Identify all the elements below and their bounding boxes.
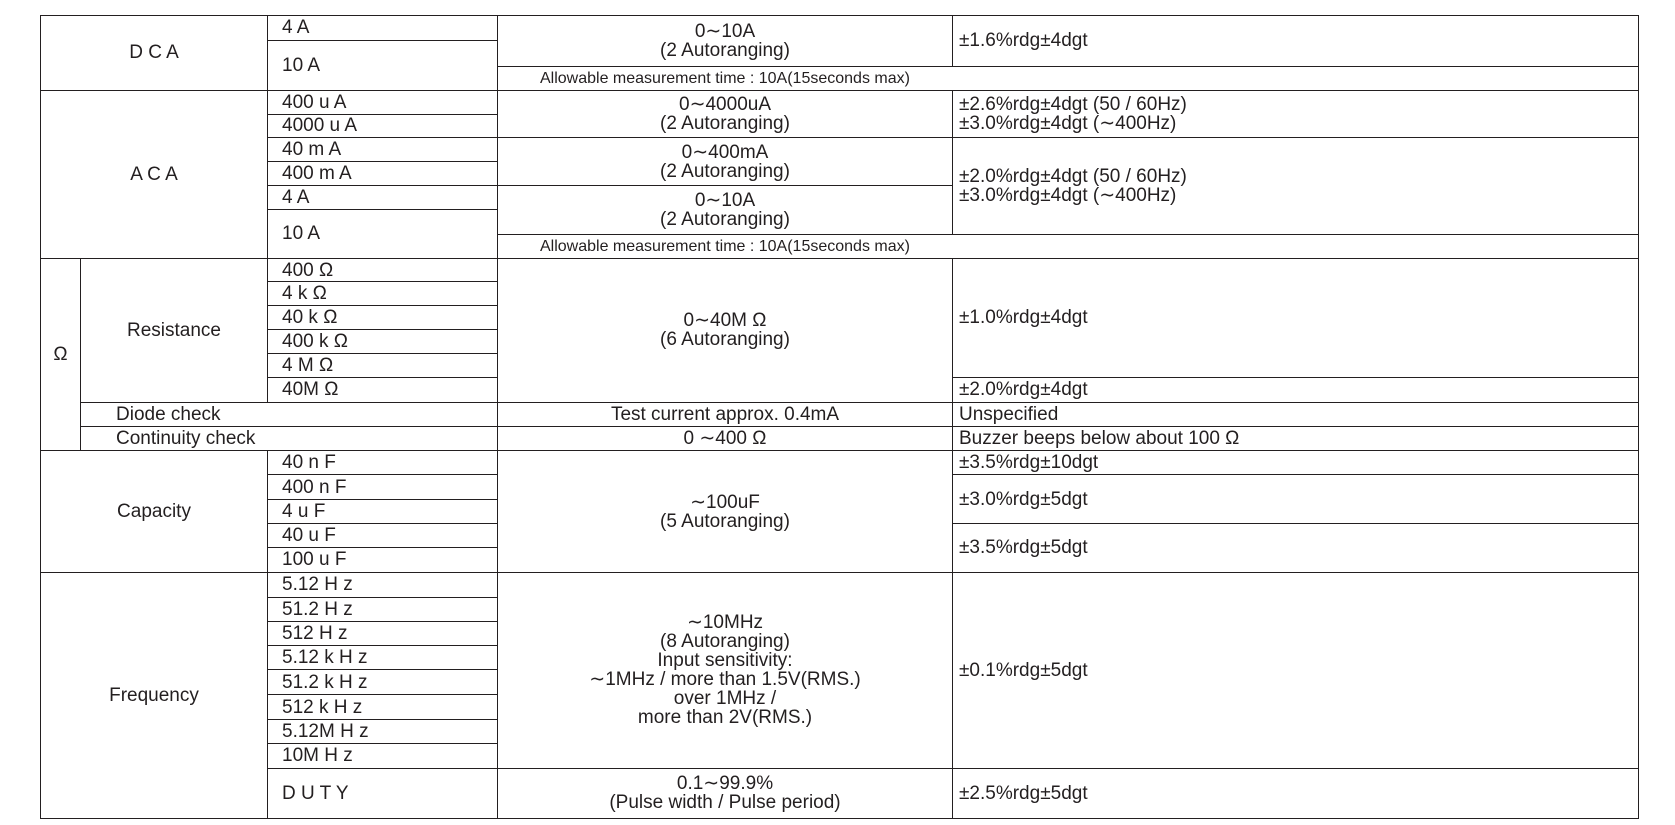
aca-measurement-range-ua: 0∼4000uA (2 Autoranging) bbox=[498, 90, 953, 138]
aca-accuracy-ma-a: ±2.0%rdg±4dgt (50 / 60Hz) ±3.0%rdg±4dgt (∼400Hz) bbox=[953, 138, 1639, 234]
capacity-range: 400 n F bbox=[268, 475, 498, 500]
duty-accuracy: ±2.5%rdg±5dgt bbox=[953, 768, 1639, 818]
aca-range: 10 A bbox=[268, 209, 498, 258]
resistance-accuracy: ±1.0%rdg±4dgt bbox=[953, 258, 1639, 377]
duty-measurement-range: 0.1∼99.9% (Pulse width / Pulse period) bbox=[498, 768, 953, 818]
dca-note: Allowable measurement time : 10A(15seconds max) bbox=[498, 66, 1639, 90]
diode-accuracy: Unspecified bbox=[953, 402, 1639, 426]
capacity-accuracy-40nf: ±3.5%rdg±10dgt bbox=[953, 451, 1639, 475]
aca-measurement-range-ma: 0∼400mA (2 Autoranging) bbox=[498, 138, 953, 186]
aca-range: 400 u A bbox=[268, 90, 498, 114]
resistance-label: Resistance bbox=[81, 258, 268, 402]
frequency-range: 10M H z bbox=[268, 743, 498, 768]
table-row bbox=[41, 258, 1639, 282]
table-row bbox=[41, 16, 1639, 41]
duty-label: D U T Y bbox=[268, 768, 498, 818]
aca-accuracy-ua: ±2.6%rdg±4dgt (50 / 60Hz) ±3.0%rdg±4dgt (∼400Hz) bbox=[953, 90, 1639, 138]
dca-range-4a: 4 A bbox=[268, 16, 498, 41]
table-row bbox=[41, 138, 1639, 162]
capacity-accuracy-400nf-4uf: ±3.0%rdg±5dgt bbox=[953, 475, 1639, 524]
aca-measurement-range-a: 0∼10A (2 Autoranging) bbox=[498, 186, 953, 235]
resistance-range: 400 Ω bbox=[268, 258, 498, 282]
frequency-range: 5.12M H z bbox=[268, 720, 498, 744]
ohm-symbol: Ω bbox=[41, 258, 81, 451]
resistance-range: 4 M Ω bbox=[268, 353, 498, 377]
frequency-range: 5.12 H z bbox=[268, 572, 498, 597]
continuity-check-label: Continuity check bbox=[81, 426, 498, 451]
resistance-range: 400 k Ω bbox=[268, 330, 498, 354]
frequency-range: 51.2 k H z bbox=[268, 670, 498, 695]
frequency-accuracy: ±0.1%rdg±5dgt bbox=[953, 572, 1639, 768]
capacity-range: 4 u F bbox=[268, 500, 498, 524]
aca-note: Allowable measurement time : 10A(15seconds max) bbox=[498, 234, 1639, 258]
frequency-range: 5.12 k H z bbox=[268, 646, 498, 670]
table-row bbox=[41, 90, 1639, 114]
resistance-range: 40M Ω bbox=[268, 377, 498, 402]
diode-check-label: Diode check bbox=[81, 402, 498, 426]
dca-measurement-range: 0∼10A (2 Autoranging) bbox=[498, 16, 953, 67]
table-row bbox=[41, 768, 1639, 818]
dca-range-10a: 10 A bbox=[268, 40, 498, 90]
frequency-label: Frequency bbox=[41, 572, 268, 818]
capacity-range: 40 n F bbox=[268, 451, 498, 475]
frequency-range: 512 k H z bbox=[268, 695, 498, 720]
frequency-measurement-range: ∼10MHz (8 Autoranging) Input sensitivity: ∼1MHz / more than 1.5V(RMS.) over 1MHz / more than 2V(RMS.) bbox=[498, 572, 953, 768]
resistance-measurement-range: 0∼40M Ω (6 Autoranging) bbox=[498, 258, 953, 402]
capacity-measurement-range: ∼100uF (5 Autoranging) bbox=[498, 451, 953, 572]
capacity-range: 40 u F bbox=[268, 524, 498, 548]
frequency-range: 512 H z bbox=[268, 621, 498, 646]
aca-range: 40 m A bbox=[268, 138, 498, 162]
table-row bbox=[41, 451, 1639, 475]
continuity-measurement-range: 0 ∼400 Ω bbox=[498, 426, 953, 451]
frequency-range: 51.2 H z bbox=[268, 597, 498, 621]
resistance-range: 40 k Ω bbox=[268, 306, 498, 330]
resistance-accuracy-40m: ±2.0%rdg±4dgt bbox=[953, 377, 1639, 402]
capacity-range: 100 u F bbox=[268, 547, 498, 572]
capacity-label: Capacity bbox=[41, 451, 268, 572]
table-row bbox=[41, 402, 1639, 426]
continuity-accuracy: Buzzer beeps below about 100 Ω bbox=[953, 426, 1639, 451]
dca-accuracy: ±1.6%rdg±4dgt bbox=[953, 16, 1639, 67]
table-row bbox=[41, 426, 1639, 451]
aca-range: 4000 u A bbox=[268, 114, 498, 138]
dca-label: D C A bbox=[41, 16, 268, 91]
aca-range: 4 A bbox=[268, 186, 498, 210]
resistance-range: 4 k Ω bbox=[268, 282, 498, 306]
table-row bbox=[41, 572, 1639, 597]
capacity-accuracy-40uf-100uf: ±3.5%rdg±5dgt bbox=[953, 524, 1639, 573]
specification-table bbox=[40, 15, 1639, 819]
aca-label: A C A bbox=[41, 90, 268, 258]
diode-measurement-range: Test current approx. 0.4mA bbox=[498, 402, 953, 426]
aca-range: 400 m A bbox=[268, 162, 498, 186]
